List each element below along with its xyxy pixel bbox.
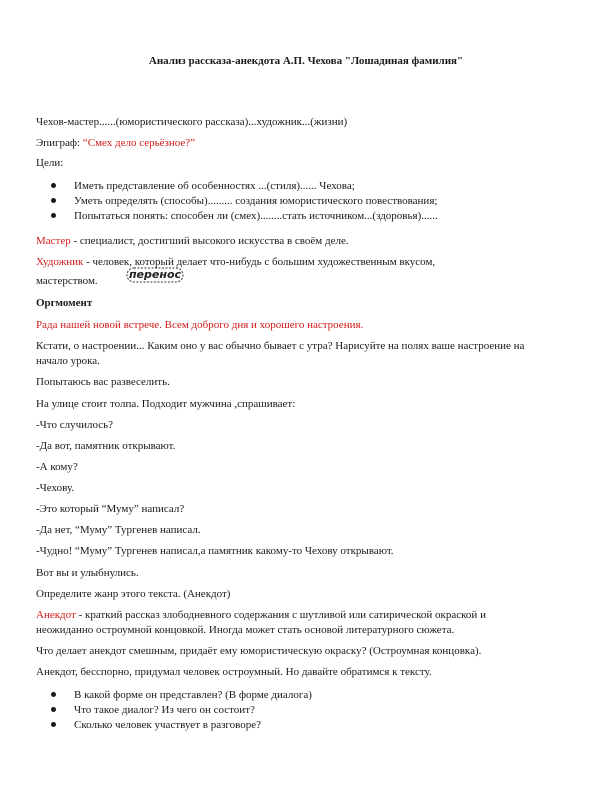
joke-line: -Чехову. — [36, 482, 75, 494]
questions-list — [74, 688, 312, 733]
epigraph-line — [36, 137, 195, 149]
question-text: Что такое диалог? Из чего он состоит? — [74, 704, 255, 716]
master-definition — [36, 235, 349, 247]
text-turn-line: Анекдот, бесспорно, придумал человек остроумный. Но давайте обратимся к тексту. — [36, 666, 432, 678]
transfer-stamp — [126, 267, 184, 283]
master-text: - специалист, достигший высокого искусства в своём деле. — [70, 235, 349, 247]
orgmoment-heading: Оргмомент — [36, 297, 93, 309]
list-item — [74, 179, 438, 194]
artist-text: - человек, который делает что-нибудь с большим художественным вкусом, — [83, 256, 436, 268]
bullet-icon — [51, 722, 56, 727]
list-item — [74, 194, 438, 209]
anecdote-definition-cont: неожиданно остроумной концовкой. Иногда может стать основой литературного сюжета. — [36, 624, 455, 636]
bullet-icon — [51, 707, 56, 712]
anecdote-text: - краткий рассказ злободневного содержания с шутливой или сатирической окраской и — [75, 609, 486, 621]
stamp-label: перенос — [128, 268, 182, 281]
mood-line-1: Кстати, о настроении... Каким оно у вас обычно бывает с утра? Нарисуйте на полях ваше настроение на — [36, 340, 525, 352]
funny-question: Что делает анекдот смешным, придаёт ему юмористическую окраску? (Остроумная концовка). — [36, 645, 482, 657]
artist-definition — [36, 256, 435, 268]
list-item — [74, 718, 312, 733]
cheer-line: Попытаюсь вас развеселить. — [36, 376, 170, 388]
list-item — [74, 209, 438, 224]
epigraph-quote: “Смех дело серьёзное?” — [82, 137, 196, 149]
artist-term: Художник — [36, 256, 84, 268]
anecdote-term: Анекдот — [36, 609, 76, 621]
list-item — [74, 703, 312, 718]
goals-list — [74, 179, 438, 224]
genre-question: Определите жанр этого текста. (Анекдот) — [36, 588, 231, 600]
joke-line: -Да нет, “Муму” Тургенев написал. — [36, 524, 201, 536]
goal-text: Иметь представление об особенностях ...(стиля)...... Чехова; — [74, 180, 355, 192]
greeting-line: Рада нашей новой встрече. Всем доброго дня и хорошего настроения. — [36, 319, 364, 331]
artist-definition-cont: мастерством. — [36, 275, 98, 287]
joke-line: -Чудно! “Муму” Тургенев написал,а памятник какому-то Чехову открывают. — [36, 545, 394, 557]
goal-text: Уметь определять (способы)......... создания юмористического повествования; — [74, 195, 438, 207]
joke-line: -Да вот, памятник открывают. — [36, 440, 176, 452]
intro-line: Чехов-мастер......(юмористического рассказа)...художник...(жизни) — [36, 116, 348, 128]
master-term: Мастер — [36, 235, 71, 247]
smiled-line: Вот вы и улыбнулись. — [36, 567, 139, 579]
bullet-icon — [51, 198, 56, 203]
list-item — [74, 688, 312, 703]
document-title: Анализ рассказа-анекдота А.П. Чехова "Лошадиная фамилия" — [148, 55, 464, 67]
goals-heading: Цели: — [36, 157, 64, 169]
joke-line: -А кому? — [36, 461, 78, 473]
bullet-icon — [51, 213, 56, 218]
goal-text: Попытаться понять: способен ли (смех)........стать источником...(здоровья)...... — [74, 210, 438, 222]
joke-line: -Что случилось? — [36, 419, 114, 431]
question-text: В какой форме он представлен? (В форме диалога) — [74, 689, 312, 701]
bullet-icon — [51, 692, 56, 697]
joke-line: На улице стоит толпа. Подходит мужчина ,спрашивает: — [36, 398, 296, 410]
mood-line-2: начало урока. — [36, 355, 100, 367]
joke-line: -Это который “Муму” написал? — [36, 503, 185, 515]
bullet-icon — [51, 183, 56, 188]
anecdote-definition — [36, 609, 486, 621]
epigraph-label: Эпиграф: — [36, 137, 83, 149]
question-text: Сколько человек участвует в разговоре? — [74, 719, 262, 731]
